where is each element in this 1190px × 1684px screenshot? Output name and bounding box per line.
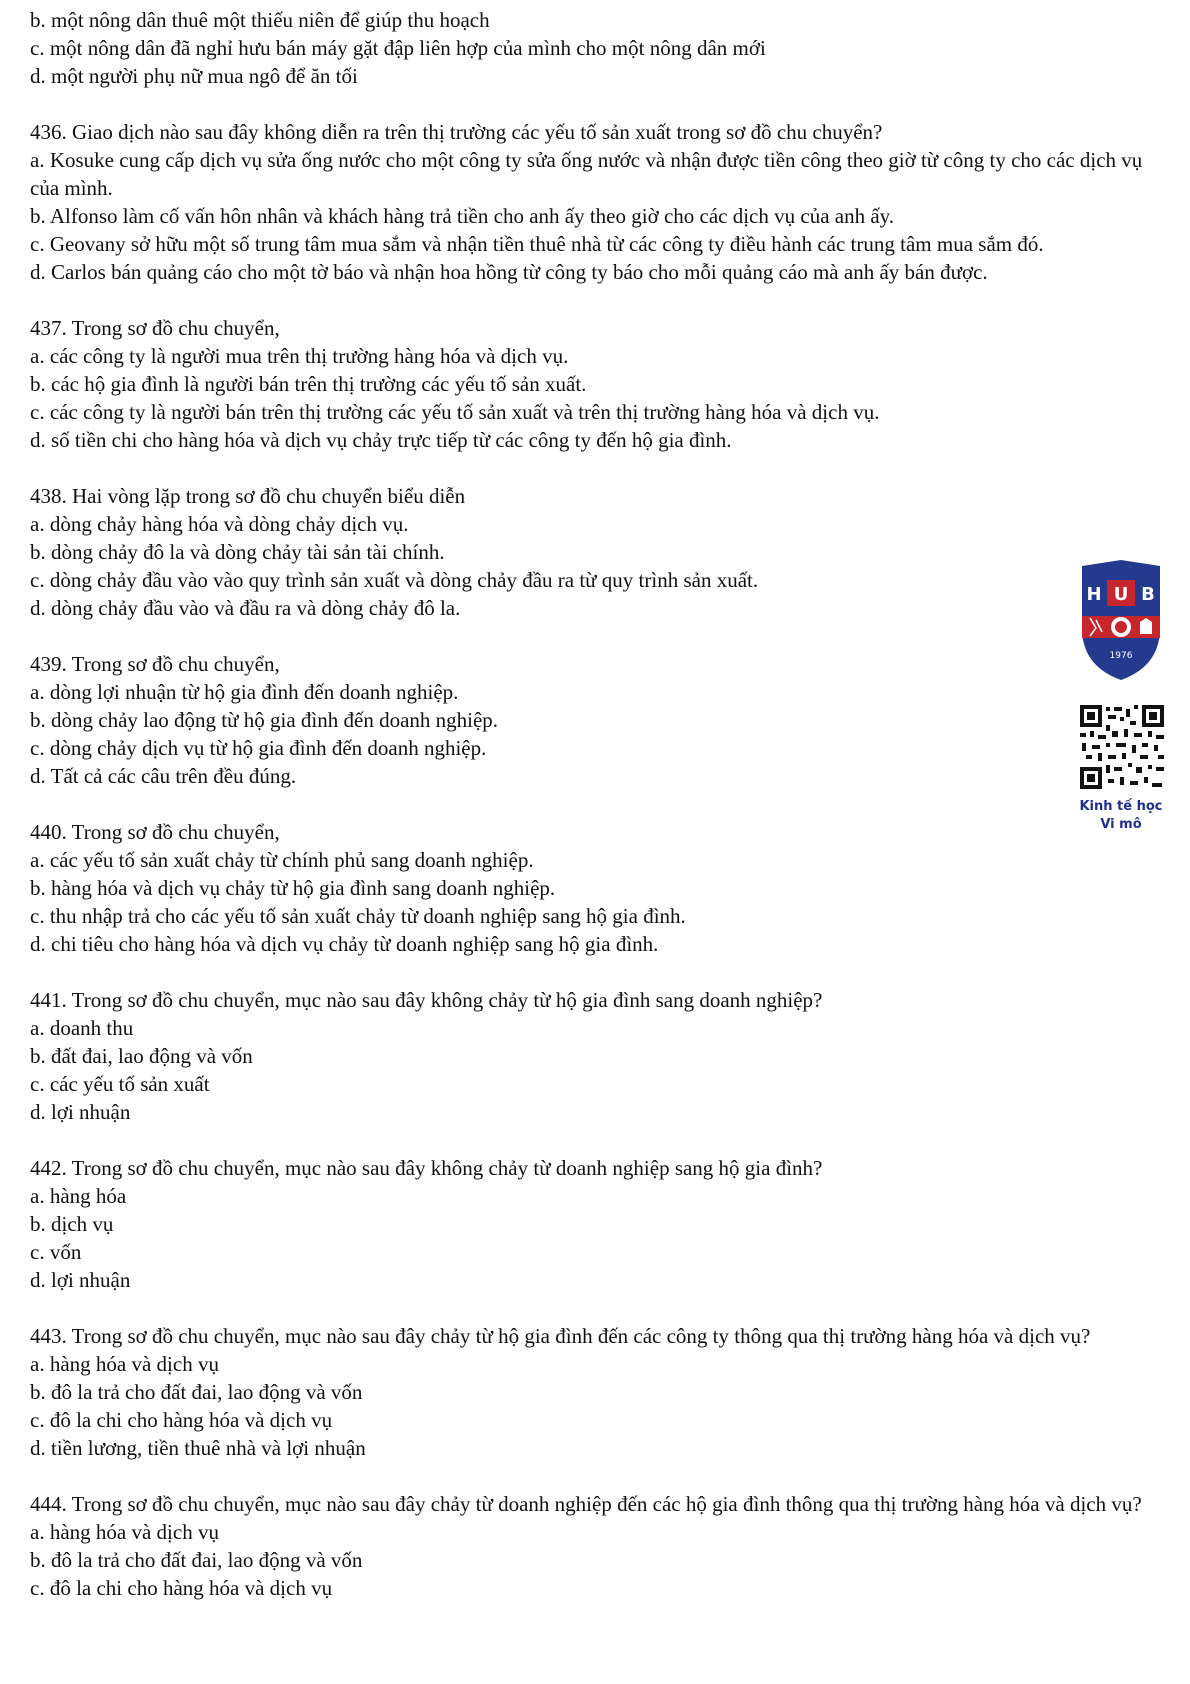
intro-options (30, 6, 1165, 90)
option-line: d. Carlos bán quảng cáo cho một tờ báo và nhận hoa hồng từ công ty báo cho mỗi quảng cáo mà anh ấy bán được. (30, 260, 988, 284)
option-line: b. đô la trả cho đất đai, lao động và vốn (30, 1380, 363, 1404)
option-line: c. các yếu tố sản xuất (30, 1072, 210, 1096)
qr-code (1078, 703, 1166, 791)
course-label-line1: Kinh tế học (1079, 799, 1163, 814)
option-line: c. dòng chảy dịch vụ từ hộ gia đình đến doanh nghiệp. (30, 736, 487, 760)
option-line: d. chi tiêu cho hàng hóa và dịch vụ chảy từ doanh nghiệp sang hộ gia đình. (30, 932, 659, 956)
logo-letter: U (1113, 584, 1129, 605)
option-line: a. doanh thu (30, 1016, 134, 1040)
question-text: 443. Trong sơ đồ chu chuyển, mục nào sau đây chảy từ hộ gia đình đến các công ty thông qua thị trường hàng hóa và dịch vụ? (30, 1324, 1091, 1348)
question-text: 439. Trong sơ đồ chu chuyển, (30, 652, 280, 676)
option-line: d. dòng chảy đầu vào và đầu ra và dòng chảy đô la. (30, 596, 461, 620)
logo-year: 1976 (1109, 651, 1133, 661)
option-line: c. đô la chi cho hàng hóa và dịch vụ (30, 1408, 333, 1432)
question-text: 438. Hai vòng lặp trong sơ đồ chu chuyển biểu diễn (30, 484, 466, 508)
option-line: c. dòng chảy đầu vào vào quy trình sản xuất và dòng chảy đầu ra từ quy trình sản xuất. (30, 568, 759, 592)
question-text: 441. Trong sơ đồ chu chuyển, mục nào sau đây không chảy từ hộ gia đình sang doanh nghiệp? (30, 988, 823, 1012)
option-line: a. hàng hóa và dịch vụ (30, 1520, 219, 1544)
option-line: a. các công ty là người mua trên thị trường hàng hóa và dịch vụ. (30, 344, 569, 368)
question-text: 442. Trong sơ đồ chu chuyển, mục nào sau đây không chảy từ doanh nghiệp sang hộ gia đình? (30, 1156, 823, 1180)
option-line: a. hàng hóa và dịch vụ (30, 1352, 219, 1376)
emblem-core-icon (1115, 621, 1127, 633)
option-line: d. một người phụ nữ mua ngô để ăn tối (30, 64, 358, 88)
option-line: a. dòng lợi nhuận từ hộ gia đình đến doanh nghiệp. (30, 680, 459, 704)
question-text: 436. Giao dịch nào sau đây không diễn ra trên thị trường các yếu tố sản xuất trong sơ đồ chu chuyển? (30, 120, 883, 144)
option-line: b. các hộ gia đình là người bán trên thị trường các yếu tố sản xuất. (30, 372, 587, 396)
question-text: 437. Trong sơ đồ chu chuyển, (30, 316, 280, 340)
option-line: d. lợi nhuận (30, 1100, 131, 1124)
question-text: 444. Trong sơ đồ chu chuyển, mục nào sau đây chảy từ doanh nghiệp đến các hộ gia đình thông qua thị trường hàng hóa và dịch vụ? (30, 1492, 1142, 1516)
option-line: c. vốn (30, 1240, 82, 1264)
question-443 (30, 1322, 1165, 1462)
question-440 (30, 818, 1165, 958)
option-line: a. Kosuke cung cấp dịch vụ sửa ống nước cho một công ty sửa ống nước và nhận được tiền công theo giờ từ công ty cho các dịch vụ của mình. (30, 148, 1143, 200)
option-line: c. các công ty là người bán trên thị trường các yếu tố sản xuất và trên thị trường hàng hóa và dịch vụ. (30, 400, 880, 424)
option-line: a. các yếu tố sản xuất chảy từ chính phủ sang doanh nghiệp. (30, 848, 534, 872)
hub-logo (1076, 558, 1166, 683)
logo-letter: H (1086, 584, 1102, 605)
question-441 (30, 986, 1165, 1126)
option-line: a. hàng hóa (30, 1184, 127, 1208)
option-line: b. dòng chảy đô la và dòng chảy tài sản tài chính. (30, 540, 445, 564)
option-line: b. hàng hóa và dịch vụ chảy từ hộ gia đình sang doanh nghiệp. (30, 876, 556, 900)
option-line: c. Geovany sở hữu một số trung tâm mua sắm và nhận tiền thuê nhà từ các công ty điều hành các trung tâm mua sắm đó. (30, 232, 1044, 256)
option-line: d. tiền lương, tiền thuê nhà và lợi nhuận (30, 1436, 366, 1460)
option-line: b. một nông dân thuê một thiếu niên để giúp thu hoạch (30, 8, 490, 32)
question-438 (30, 482, 1165, 622)
option-line: d. số tiền chi cho hàng hóa và dịch vụ chảy trực tiếp từ các công ty đến hộ gia đình. (30, 428, 732, 452)
course-label (1062, 798, 1180, 834)
question-442 (30, 1154, 1165, 1294)
logo-letter: B (1141, 584, 1155, 605)
question-444 (30, 1490, 1165, 1602)
option-line: c. thu nhập trả cho các yếu tố sản xuất chảy từ doanh nghiệp sang hộ gia đình. (30, 904, 686, 928)
option-line: b. đô la trả cho đất đai, lao động và vốn (30, 1548, 363, 1572)
question-436 (30, 118, 1165, 286)
option-line: b. đất đai, lao động và vốn (30, 1044, 253, 1068)
option-line: b. Alfonso làm cố vấn hôn nhân và khách hàng trả tiền cho anh ấy theo giờ cho các dịch vụ của anh ấy. (30, 204, 895, 228)
option-line: d. lợi nhuận (30, 1268, 131, 1292)
option-line: a. dòng chảy hàng hóa và dòng chảy dịch vụ. (30, 512, 409, 536)
option-line: b. dòng chảy lao động từ hộ gia đình đến doanh nghiệp. (30, 708, 499, 732)
question-437 (30, 314, 1165, 454)
option-line: b. dịch vụ (30, 1212, 114, 1236)
option-line: c. một nông dân đã nghỉ hưu bán máy gặt đập liên hợp của mình cho một nông dân mới (30, 36, 766, 60)
option-line: d. Tất cả các câu trên đều đúng. (30, 764, 297, 788)
option-line: c. đô la chi cho hàng hóa và dịch vụ (30, 1576, 333, 1600)
document-page (30, 6, 1165, 1630)
course-label-line2: Vi mô (1100, 817, 1142, 832)
question-text: 440. Trong sơ đồ chu chuyển, (30, 820, 280, 844)
question-439 (30, 650, 1165, 790)
